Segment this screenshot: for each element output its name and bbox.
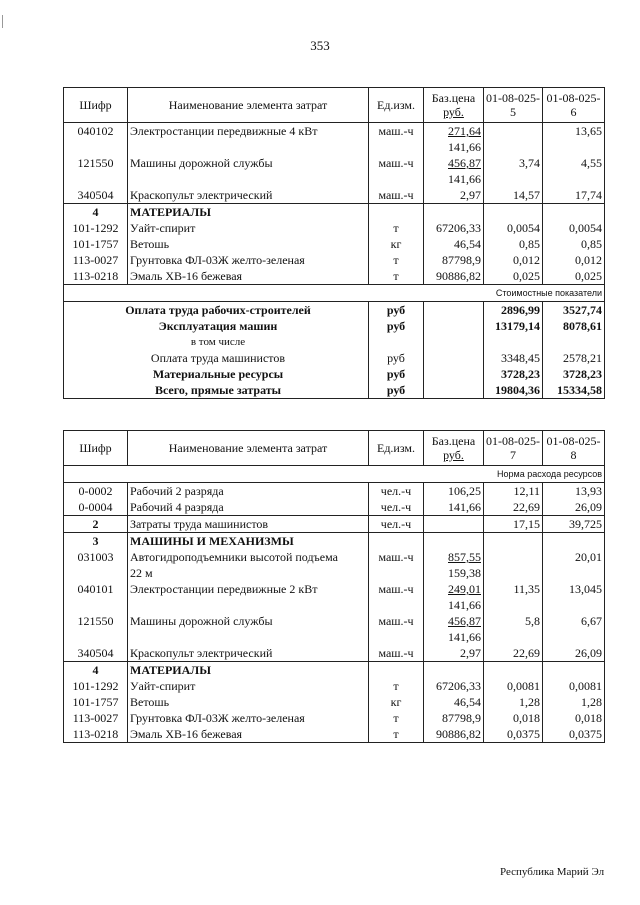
summary-row: Эксплуатация машин руб 13179,14 8078,61 (64, 318, 605, 334)
table-row: 121550 Машины дорожной службы маш.-ч 456,87 141,66 3,74 4,55 (64, 155, 605, 187)
summary-row: в том числе (64, 334, 605, 350)
operators-row: 2 Затраты труда машинистов чел.-ч 17,15 39,725 (64, 516, 605, 533)
header-name: Наименование элемента затрат (128, 431, 369, 466)
resource-table-2 (63, 430, 605, 743)
table-row: 340504 Краскопульт электрический маш.-ч 2,97 14,57 17,74 (64, 187, 605, 204)
footer-region: Республика Марий Эл (500, 866, 605, 878)
table-row: 040102 Электростанции передвижные 4 кВт маш.-ч 271,64 141,66 13,65 (64, 123, 605, 156)
table-row: 113-0218 Эмаль ХВ-16 бежевая т 90886,82 0,025 0,025 (64, 268, 605, 285)
section-row: 4 МАТЕРИАЛЫ (64, 204, 605, 221)
section-row: 4 МАТЕРИАЛЫ (64, 662, 605, 679)
cost-indicators-label: Стоимостные показатели (64, 285, 605, 302)
table-row: 113-0027 Грунтовка ФЛ-03Ж желто-зеленая т 87798,9 0,018 0,018 (64, 710, 605, 726)
cost-indicators-label-row (64, 285, 605, 302)
table-row: 101-1292 Уайт-спирит т 67206,33 0,0081 0,0081 (64, 678, 605, 694)
header-unit: Ед.изм. (369, 88, 424, 123)
header-code: Шифр (64, 88, 128, 123)
table-row: 113-0027 Грунтовка ФЛ-03Ж желто-зеленая т 87798,9 0,012 0,012 (64, 252, 605, 268)
table-header (64, 431, 605, 466)
header-name: Наименование элемента затрат (128, 88, 369, 123)
table-row: 0-0004 Рабочий 4 разряда чел.-ч 141,66 22,69 26,09 (64, 499, 605, 516)
table-row: 101-1292 Уайт-спирит т 67206,33 0,0054 0,0054 (64, 220, 605, 236)
page-number: 353 (310, 38, 330, 53)
header-col-1: 01-08-025- 7 (484, 431, 543, 466)
section-row: 3 МАШИНЫ И МЕХАНИЗМЫ (64, 533, 605, 550)
table-row: 121550 Машины дорожной службы маш.-ч 456,87 141,66 5,8 6,67 (64, 613, 605, 645)
table-row: 340504 Краскопульт электрический маш.-ч 2,97 22,69 26,09 (64, 645, 605, 662)
header-col-2: 01-08-025- 8 (543, 431, 605, 466)
resource-table-1 (63, 87, 605, 399)
summary-row: Материальные ресурсы руб 3728,23 3728,23 (64, 366, 605, 382)
summary-row: Оплата труда рабочих-строителей руб 2896,99 3527,74 (64, 302, 605, 319)
table-row: 113-0218 Эмаль ХВ-16 бежевая т 90886,82 0,0375 0,0375 (64, 726, 605, 743)
table-row: 0-0002 Рабочий 2 разряда чел.-ч 106,25 12,11 13,93 (64, 483, 605, 500)
table-row: 031003 Автогидроподъемники высотой подъема 22 м маш.-ч 857,55 159,38 20,01 (64, 549, 605, 581)
header-price: Баз.цена руб. (424, 431, 484, 466)
summary-row: Всего, прямые затраты руб 19804,36 15334,58 (64, 382, 605, 399)
table-row: 040101 Электростанции передвижные 2 кВт маш.-ч 249,01 141,66 11,35 13,045 (64, 581, 605, 613)
table-row: 101-1757 Ветошь кг 46,54 0,85 0,85 (64, 236, 605, 252)
table-header (64, 88, 605, 123)
table-row: 101-1757 Ветошь кг 46,54 1,28 1,28 (64, 694, 605, 710)
header-code: Шифр (64, 431, 128, 466)
norm-label-row (64, 466, 605, 483)
summary-row: Оплата труда машинистов руб 3348,45 2578,21 (64, 350, 605, 366)
header-unit: Ед.изм. (369, 431, 424, 466)
norm-label: Норма расхода ресурсов (64, 466, 605, 483)
header-price: Баз.цена руб. (424, 88, 484, 123)
header-col-2: 01-08-025- 6 (543, 88, 605, 123)
header-col-1: 01-08-025- 5 (484, 88, 543, 123)
scan-edge-mark (2, 15, 3, 28)
